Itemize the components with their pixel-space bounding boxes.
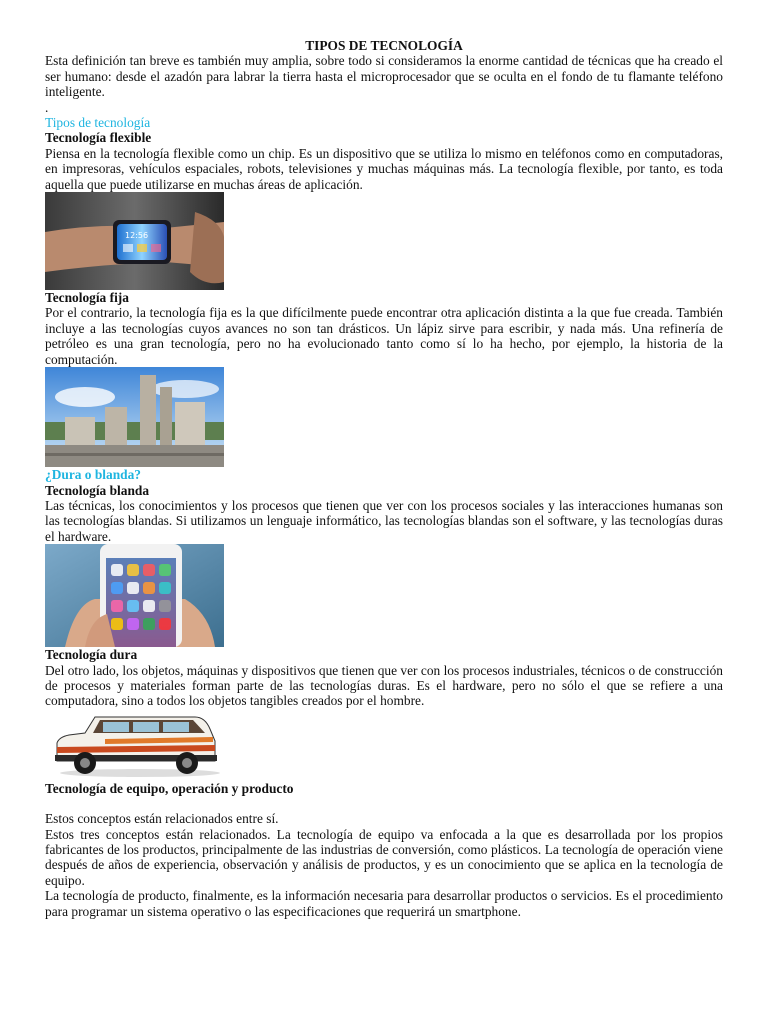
flexible-paragraph: Piensa en la tecnología flexible como un chip. Es un dispositivo que se utiliza lo mismo en teléfonos como en computadoras, en impresoras, vehículos espaciales, robots, televisiones y muchas máquinas más. La tecnología flexible, por tanto, es toda aquella que puede utilizarse en muchas áreas de aplicación. bbox=[45, 145, 723, 192]
equipo-heading: Tecnología de equipo, operación y producto bbox=[45, 780, 294, 796]
fija-paragraph: Por el contrario, la tecnología fija es la que difícilmente puede encontrar otra aplicación distinta a la que fue creada. También incluye a las tecnologías cuyos avances no son tan drásticos. Un lápiz sirve para escribir, y nada más. Una refinería de petróleo es una gran tecnología, pero no ha evolucionado tanto como sí lo ha hecho, por ejemplo, la historia de la computación. bbox=[45, 305, 723, 367]
flexible-screen-wrist-photo bbox=[45, 192, 224, 290]
dura-heading: Tecnología dura bbox=[45, 647, 138, 663]
document-title: TIPOS DE TECNOLOGÍA bbox=[305, 38, 463, 53]
document-page bbox=[45, 38, 723, 919]
equipo-paragraph-3: La tecnología de producto, finalmente, es la información necesaria para desarrollar productos o servicios. Es el procedimiento para programar un sistema operativo o las especificaciones que requerirá un smartphone. bbox=[45, 888, 723, 919]
flexible-heading: Tecnología flexible bbox=[45, 130, 152, 146]
svg-text:12:56: 12:56 bbox=[125, 231, 149, 241]
blanda-paragraph: Las técnicas, los conocimientos y los procesos que tienen que ver con los procesos sociales y las interacciones humanas son las tecnologías blandas. Si utilizamos un lenguaje informático, las tecnologías blandas son el software, y las tecnologías duras el hardware. bbox=[45, 497, 723, 544]
equipo-paragraph-1: Estos conceptos están relacionados entre sí. bbox=[45, 811, 279, 827]
blanda-heading: Tecnología blanda bbox=[45, 482, 150, 498]
vintage-suv-photo bbox=[45, 711, 224, 779]
section-tipos-heading: Tipos de tecnología bbox=[45, 115, 151, 131]
section-dura-blanda-heading: ¿Dura o blanda? bbox=[45, 467, 141, 483]
intro-paragraph: Esta definición tan breve es también muy amplia, sobre todo si consideramos la enorme cantidad de técnicas que ha creado el ser humano: desde el azadón para labrar la tierra hasta el microprocesador que se oculta en el fondo de tu flamante teléfono inteligente. bbox=[45, 53, 723, 100]
fija-heading: Tecnología fija bbox=[45, 290, 129, 306]
dot-line: . bbox=[45, 99, 49, 115]
equipo-paragraph-2: Estos tres conceptos están relacionados. La tecnología de equipo va enfocada a la que es desarrollada por los propios fabricantes de los productos, principalmente de las industrias de conversión, como plásticos. La tecnología de operación viene después de años de experiencia, observación y análisis de productos, y es un conocimiento que se aplica en la tecnología de equipo. bbox=[45, 826, 723, 888]
refinery-plant-photo bbox=[45, 367, 224, 467]
smartphone-in-hand-photo bbox=[45, 544, 224, 647]
blank-line bbox=[45, 796, 723, 811]
dura-paragraph: Del otro lado, los objetos, máquinas y dispositivos que tienen que ver con los procesos industriales, técnicos o de construcción de procesos y materiales forman parte de las tecnologías duras. Es el hardware, pero no sólo el que se refiere a una computadora, sino a todos los objetos tangibles creados por el hombre. bbox=[45, 662, 723, 709]
